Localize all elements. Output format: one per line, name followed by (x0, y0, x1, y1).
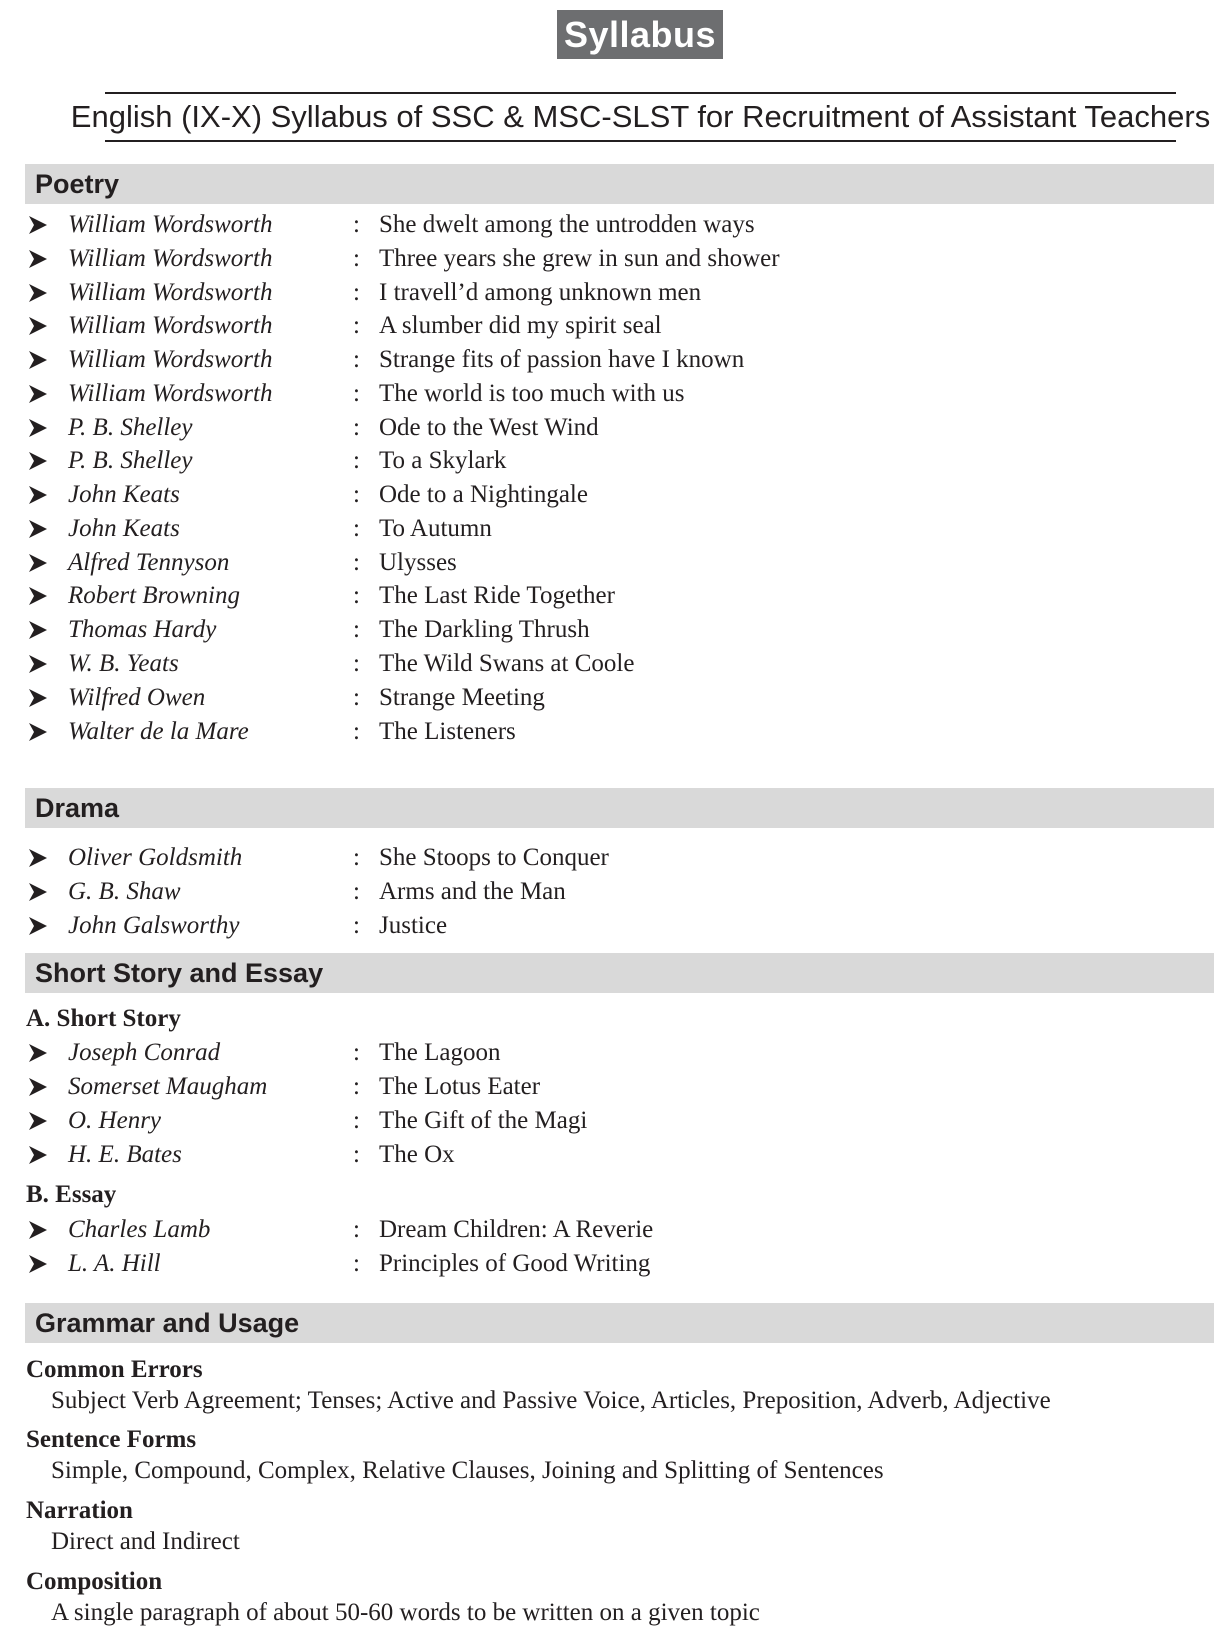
list-item (0, 1212, 1214, 1247)
arrowhead-bullet-icon (28, 1254, 48, 1274)
separator: : (353, 844, 360, 871)
author-name: William Wordsworth (68, 245, 273, 272)
grammar-topic-heading: Sentence Forms (26, 1426, 197, 1453)
work-title: Strange Meeting (379, 684, 545, 711)
separator: : (353, 1073, 360, 1100)
author-name: Walter de la Mare (68, 718, 249, 745)
work-title: The Gift of the Magi (379, 1107, 588, 1134)
list-item (0, 443, 1214, 478)
separator: : (353, 878, 360, 905)
work-title: A slumber did my spirit seal (379, 312, 662, 339)
grammar-topic-text: A single paragraph of about 50-60 words to be written on a given topic (51, 1599, 760, 1626)
author-name: Robert Browning (68, 582, 240, 609)
author-name: H. E. Bates (68, 1141, 182, 1168)
list-item (0, 1069, 1214, 1104)
work-title: Dream Children: A Reverie (379, 1216, 654, 1243)
separator: : (353, 616, 360, 643)
author-name: P. B. Shelley (68, 414, 193, 441)
arrowhead-bullet-icon (28, 654, 48, 674)
separator: : (353, 1039, 360, 1066)
work-title: Strange fits of passion have I known (379, 346, 745, 373)
list-item (0, 874, 1214, 909)
grammar-topic-text: Simple, Compound, Complex, Relative Clauses, Joining and Splitting of Sentences (51, 1457, 884, 1484)
author-name: William Wordsworth (68, 211, 273, 238)
grammar-topic-heading: Common Errors (26, 1356, 203, 1383)
arrowhead-bullet-icon (28, 1077, 48, 1097)
list-item (0, 376, 1214, 411)
subsection-short-story-heading: A. Short Story (26, 1005, 181, 1032)
author-name: William Wordsworth (68, 312, 273, 339)
list-item (0, 612, 1214, 647)
work-title: The Ox (379, 1141, 455, 1168)
author-name: John Galsworthy (68, 912, 240, 939)
list-item (0, 1103, 1214, 1138)
arrowhead-bullet-icon (28, 916, 48, 936)
author-name: Charles Lamb (68, 1216, 211, 1243)
separator: : (353, 380, 360, 407)
author-name: P. B. Shelley (68, 447, 193, 474)
author-name: Joseph Conrad (68, 1039, 221, 1066)
author-name: William Wordsworth (68, 380, 273, 407)
arrowhead-bullet-icon (28, 418, 48, 438)
arrowhead-bullet-icon (28, 249, 48, 269)
arrowhead-bullet-icon (28, 485, 48, 505)
page-subtitle: English (IX-X) Syllabus of SSC & MSC-SLST for Recruitment of Assistant Teachers (105, 92, 1176, 142)
work-title: Justice (379, 912, 448, 939)
separator: : (353, 1141, 360, 1168)
author-name: John Keats (68, 515, 180, 542)
arrowhead-bullet-icon (28, 553, 48, 573)
separator: : (353, 650, 360, 677)
list-item (0, 241, 1214, 276)
separator: : (353, 245, 360, 272)
arrowhead-bullet-icon (28, 1145, 48, 1165)
work-title: The Wild Swans at Coole (379, 650, 635, 677)
list-item (0, 1137, 1214, 1172)
list-item (0, 1035, 1214, 1070)
section-drama-heading: Drama (25, 788, 1214, 828)
arrowhead-bullet-icon (28, 1043, 48, 1063)
separator: : (353, 211, 360, 238)
separator: : (353, 549, 360, 576)
author-name: Thomas Hardy (68, 616, 217, 643)
arrowhead-bullet-icon (28, 1220, 48, 1240)
arrowhead-bullet-icon (28, 882, 48, 902)
work-title: The Last Ride Together (379, 582, 615, 609)
separator: : (353, 346, 360, 373)
arrowhead-bullet-icon (28, 1111, 48, 1131)
author-name: G. B. Shaw (68, 878, 181, 905)
work-title: Ode to a Nightingale (379, 481, 588, 508)
list-item (0, 308, 1214, 343)
separator: : (353, 414, 360, 441)
author-name: John Keats (68, 481, 180, 508)
section-grammar-heading: Grammar and Usage (25, 1303, 1214, 1343)
author-name: Oliver Goldsmith (68, 844, 243, 871)
separator: : (353, 1216, 360, 1243)
separator: : (353, 1107, 360, 1134)
arrowhead-bullet-icon (28, 384, 48, 404)
work-title: She Stoops to Conquer (379, 844, 609, 871)
arrowhead-bullet-icon (28, 215, 48, 235)
section-prose-heading: Short Story and Essay (25, 953, 1214, 993)
work-title: I travell’d among unknown men (379, 279, 702, 306)
work-title: Arms and the Man (379, 878, 566, 905)
work-title: The Darkling Thrush (379, 616, 590, 643)
list-item (0, 680, 1214, 715)
separator: : (353, 912, 360, 939)
separator: : (353, 312, 360, 339)
work-title: To Autumn (379, 515, 492, 542)
separator: : (353, 447, 360, 474)
subsection-essay-heading: B. Essay (26, 1181, 117, 1208)
work-title: Ode to the West Wind (379, 414, 599, 441)
syllabus-badge: Syllabus (557, 10, 723, 59)
arrowhead-bullet-icon (28, 451, 48, 471)
arrowhead-bullet-icon (28, 722, 48, 742)
arrowhead-bullet-icon (28, 519, 48, 539)
arrowhead-bullet-icon (28, 688, 48, 708)
separator: : (353, 481, 360, 508)
author-name: William Wordsworth (68, 279, 273, 306)
arrowhead-bullet-icon (28, 316, 48, 336)
author-name: Alfred Tennyson (68, 549, 230, 576)
separator: : (353, 582, 360, 609)
work-title: Principles of Good Writing (379, 1250, 651, 1277)
grammar-topic-heading: Narration (26, 1497, 133, 1524)
arrowhead-bullet-icon (28, 586, 48, 606)
arrowhead-bullet-icon (28, 350, 48, 370)
list-item (0, 908, 1214, 943)
list-item (0, 646, 1214, 681)
work-title: She dwelt among the untrodden ways (379, 211, 755, 238)
arrowhead-bullet-icon (28, 848, 48, 868)
separator: : (353, 515, 360, 542)
work-title: Three years she grew in sun and shower (379, 245, 780, 272)
list-item (0, 207, 1214, 242)
work-title: The Listeners (379, 718, 516, 745)
author-name: William Wordsworth (68, 346, 273, 373)
list-item (0, 342, 1214, 377)
separator: : (353, 1250, 360, 1277)
list-item (0, 545, 1214, 580)
separator: : (353, 279, 360, 306)
author-name: Wilfred Owen (68, 684, 206, 711)
list-item (0, 410, 1214, 445)
list-item (0, 1246, 1214, 1281)
work-title: To a Skylark (379, 447, 507, 474)
author-name: W. B. Yeats (68, 650, 179, 677)
list-item (0, 511, 1214, 546)
author-name: Somerset Maugham (68, 1073, 268, 1100)
list-item (0, 477, 1214, 512)
grammar-topic-text: Subject Verb Agreement; Tenses; Active and Passive Voice, Articles, Preposition, Adverb, Adjective (51, 1387, 1051, 1414)
work-title: The world is too much with us (379, 380, 685, 407)
work-title: The Lagoon (379, 1039, 501, 1066)
arrowhead-bullet-icon (28, 283, 48, 303)
author-name: O. Henry (68, 1107, 162, 1134)
work-title: Ulysses (379, 549, 457, 576)
list-item (0, 714, 1214, 749)
arrowhead-bullet-icon (28, 620, 48, 640)
separator: : (353, 718, 360, 745)
separator: : (353, 684, 360, 711)
grammar-topic-text: Direct and Indirect (51, 1528, 240, 1555)
list-item (0, 840, 1214, 875)
section-poetry-heading: Poetry (25, 164, 1214, 204)
work-title: The Lotus Eater (379, 1073, 541, 1100)
list-item (0, 275, 1214, 310)
grammar-topic-heading: Composition (26, 1568, 163, 1595)
author-name: L. A. Hill (68, 1250, 161, 1277)
list-item (0, 578, 1214, 613)
